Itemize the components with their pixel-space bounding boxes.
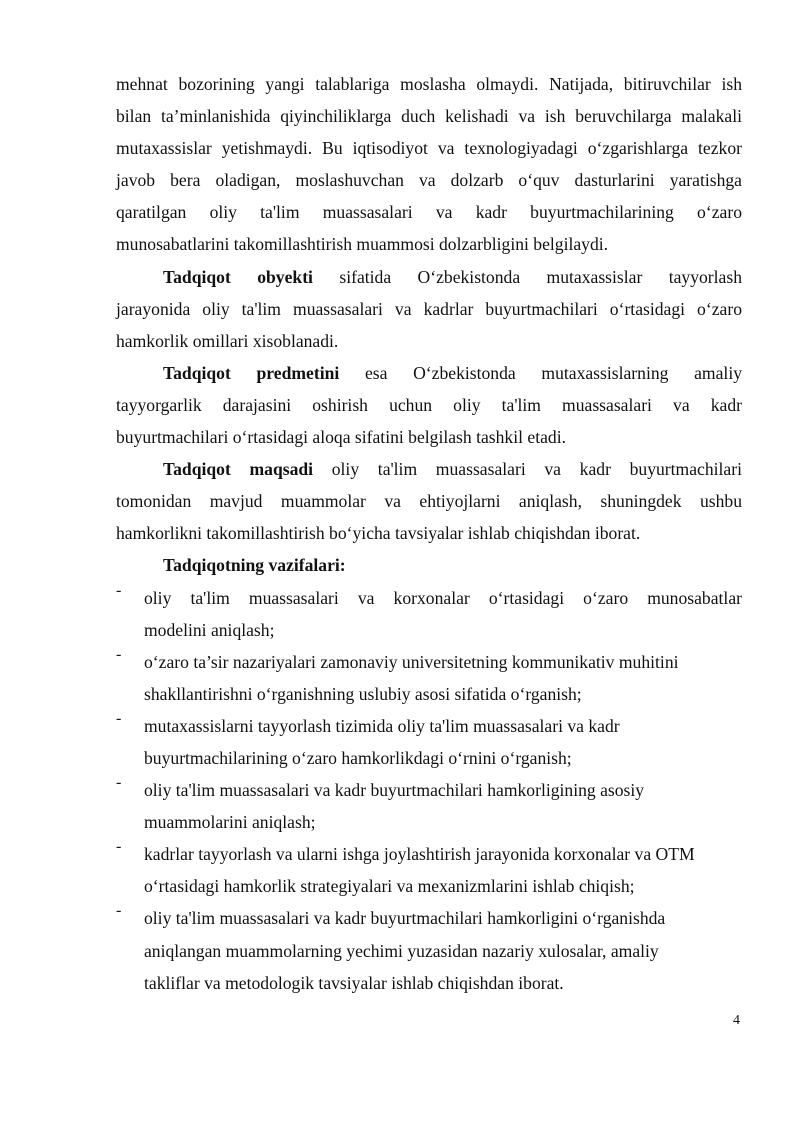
list-item — [116, 582, 742, 646]
list-dash: - — [116, 902, 122, 920]
paragraph-line: mutaxassislar yetishmaydi. Bu iqtisodiyot va texnologiyadagi o‘zgarishlarga tezkor — [116, 138, 742, 159]
research-object-paragraph — [116, 261, 742, 357]
research-goal-paragraph — [116, 453, 742, 549]
list-item — [116, 838, 742, 902]
intro-paragraph — [116, 68, 742, 261]
paragraph-line: qaratilgan oliy ta'lim muassasalari va kadr buyurtmachilarining o‘zaro — [116, 202, 742, 223]
paragraph-line: munosabatlarini takomillashtirish muammosi dolzarbligini belgilaydi. — [116, 234, 609, 255]
research-goal-text: oliy ta'lim muassasalari va kadr buyurtmachilari — [331, 459, 742, 480]
list-dash: - — [116, 645, 122, 663]
list-item-line: buyurtmachilarining o‘zaro hamkorlikdagi o‘rnini o‘rganish; — [144, 747, 572, 768]
list-item-line: oliy ta'lim muassasalari va korxonalar o‘rtasidagi o‘zaro munosabatlar — [144, 587, 742, 608]
tasks-heading: Tadqiqotning vazifalari: — [163, 555, 346, 576]
list-item-line: takliflar va metodologik tavsiyalar ishlab chiqishdan iborat. — [144, 972, 564, 993]
list-item-line: shakllantirishni o‘rganishning uslubiy asosi sifatida o‘rganish; — [144, 683, 582, 704]
list-item — [116, 774, 742, 838]
paragraph-line: tayyorgarlik darajasini oshirish uchun oliy ta'lim muassasalari va kadr — [116, 394, 742, 415]
paragraph-line — [116, 357, 742, 389]
list-item-line: mutaxassislarni tayyorlash tizimida oliy ta'lim muassasalari va kadr — [144, 715, 620, 736]
list-dash: - — [116, 774, 122, 792]
list-item-line: kadrlar tayyorlash va ularni ishga joylashtirish jarayonida korxonalar va OTM — [144, 844, 695, 865]
paragraph-line: buyurtmachilari o‘rtasidagi aloqa sifatini belgilash tashkil etadi. — [116, 427, 566, 448]
research-goal-term: Tadqiqot maqsadi — [163, 459, 314, 480]
list-item-line: o‘zaro ta’sir nazariyalari zamonaviy universitetning kommunikativ muhitini — [144, 651, 679, 672]
list-dash: - — [116, 838, 122, 856]
paragraph-line: tomonidan mavjud muammolar va ehtiyojlarni aniqlash, shuningdek ushbu — [116, 491, 742, 512]
paragraph-line: hamkorlik omillari xisoblanadi. — [116, 330, 339, 351]
research-subject-paragraph — [116, 357, 742, 453]
research-tasks-section — [116, 549, 742, 998]
list-item — [116, 710, 742, 774]
list-item-line: muammolarini aniqlash; — [144, 812, 316, 833]
list-item-line: modelini aniqlash; — [144, 619, 275, 640]
list-item-line: o‘rtasidagi hamkorlik strategiyalari va mexanizmlarini ishlab chiqish; — [144, 876, 635, 897]
paragraph-line: bilan ta’minlanishida qiyinchiliklarga duch kelishadi va ish beruvchilarga malakali — [116, 106, 742, 127]
research-object-term: Tadqiqot obyekti — [163, 266, 313, 287]
research-subject-text: esa O‘zbekistonda mutaxassislarning amaliy — [364, 362, 742, 383]
page-number: 4 — [733, 1013, 740, 1028]
paragraph-line: jarayonida oliy ta'lim muassasalari va kadrlar buyurtmachilari o‘rtasidagi o‘zaro — [116, 298, 742, 319]
list-item-line: aniqlangan muammolarning yechimi yuzasidan nazariy xulosalar, amaliy — [144, 940, 659, 961]
list-item-line: oliy ta'lim muassasalari va kadr buyurtmachilari hamkorligining asosiy — [144, 780, 645, 801]
paragraph-line — [116, 453, 742, 485]
list-dash: - — [116, 709, 122, 727]
paragraph-line: javob bera oladigan, moslashuvchan va dolzarb o‘quv dasturlarini yaratishga — [116, 170, 742, 191]
research-subject-term: Tadqiqot predmetini — [163, 362, 340, 383]
list-item-line: oliy ta'lim muassasalari va kadr buyurtmachilari hamkorligini o‘rganishda — [144, 908, 666, 929]
list-item — [116, 902, 742, 998]
paragraph-line: hamkorlikni takomillashtirish bo‘yicha tavsiyalar ishlab chiqishdan iborat. — [116, 523, 641, 544]
document-page — [116, 68, 742, 999]
list-dash: - — [116, 581, 122, 599]
list-item — [116, 646, 742, 710]
paragraph-line: mehnat bozorining yangi talablariga moslasha olmaydi. Natijada, bitiruvchilar ish — [116, 74, 742, 94]
research-object-text: sifatida O‘zbekistonda mutaxassislar tayyorlash — [339, 266, 742, 287]
paragraph-line — [116, 261, 742, 293]
